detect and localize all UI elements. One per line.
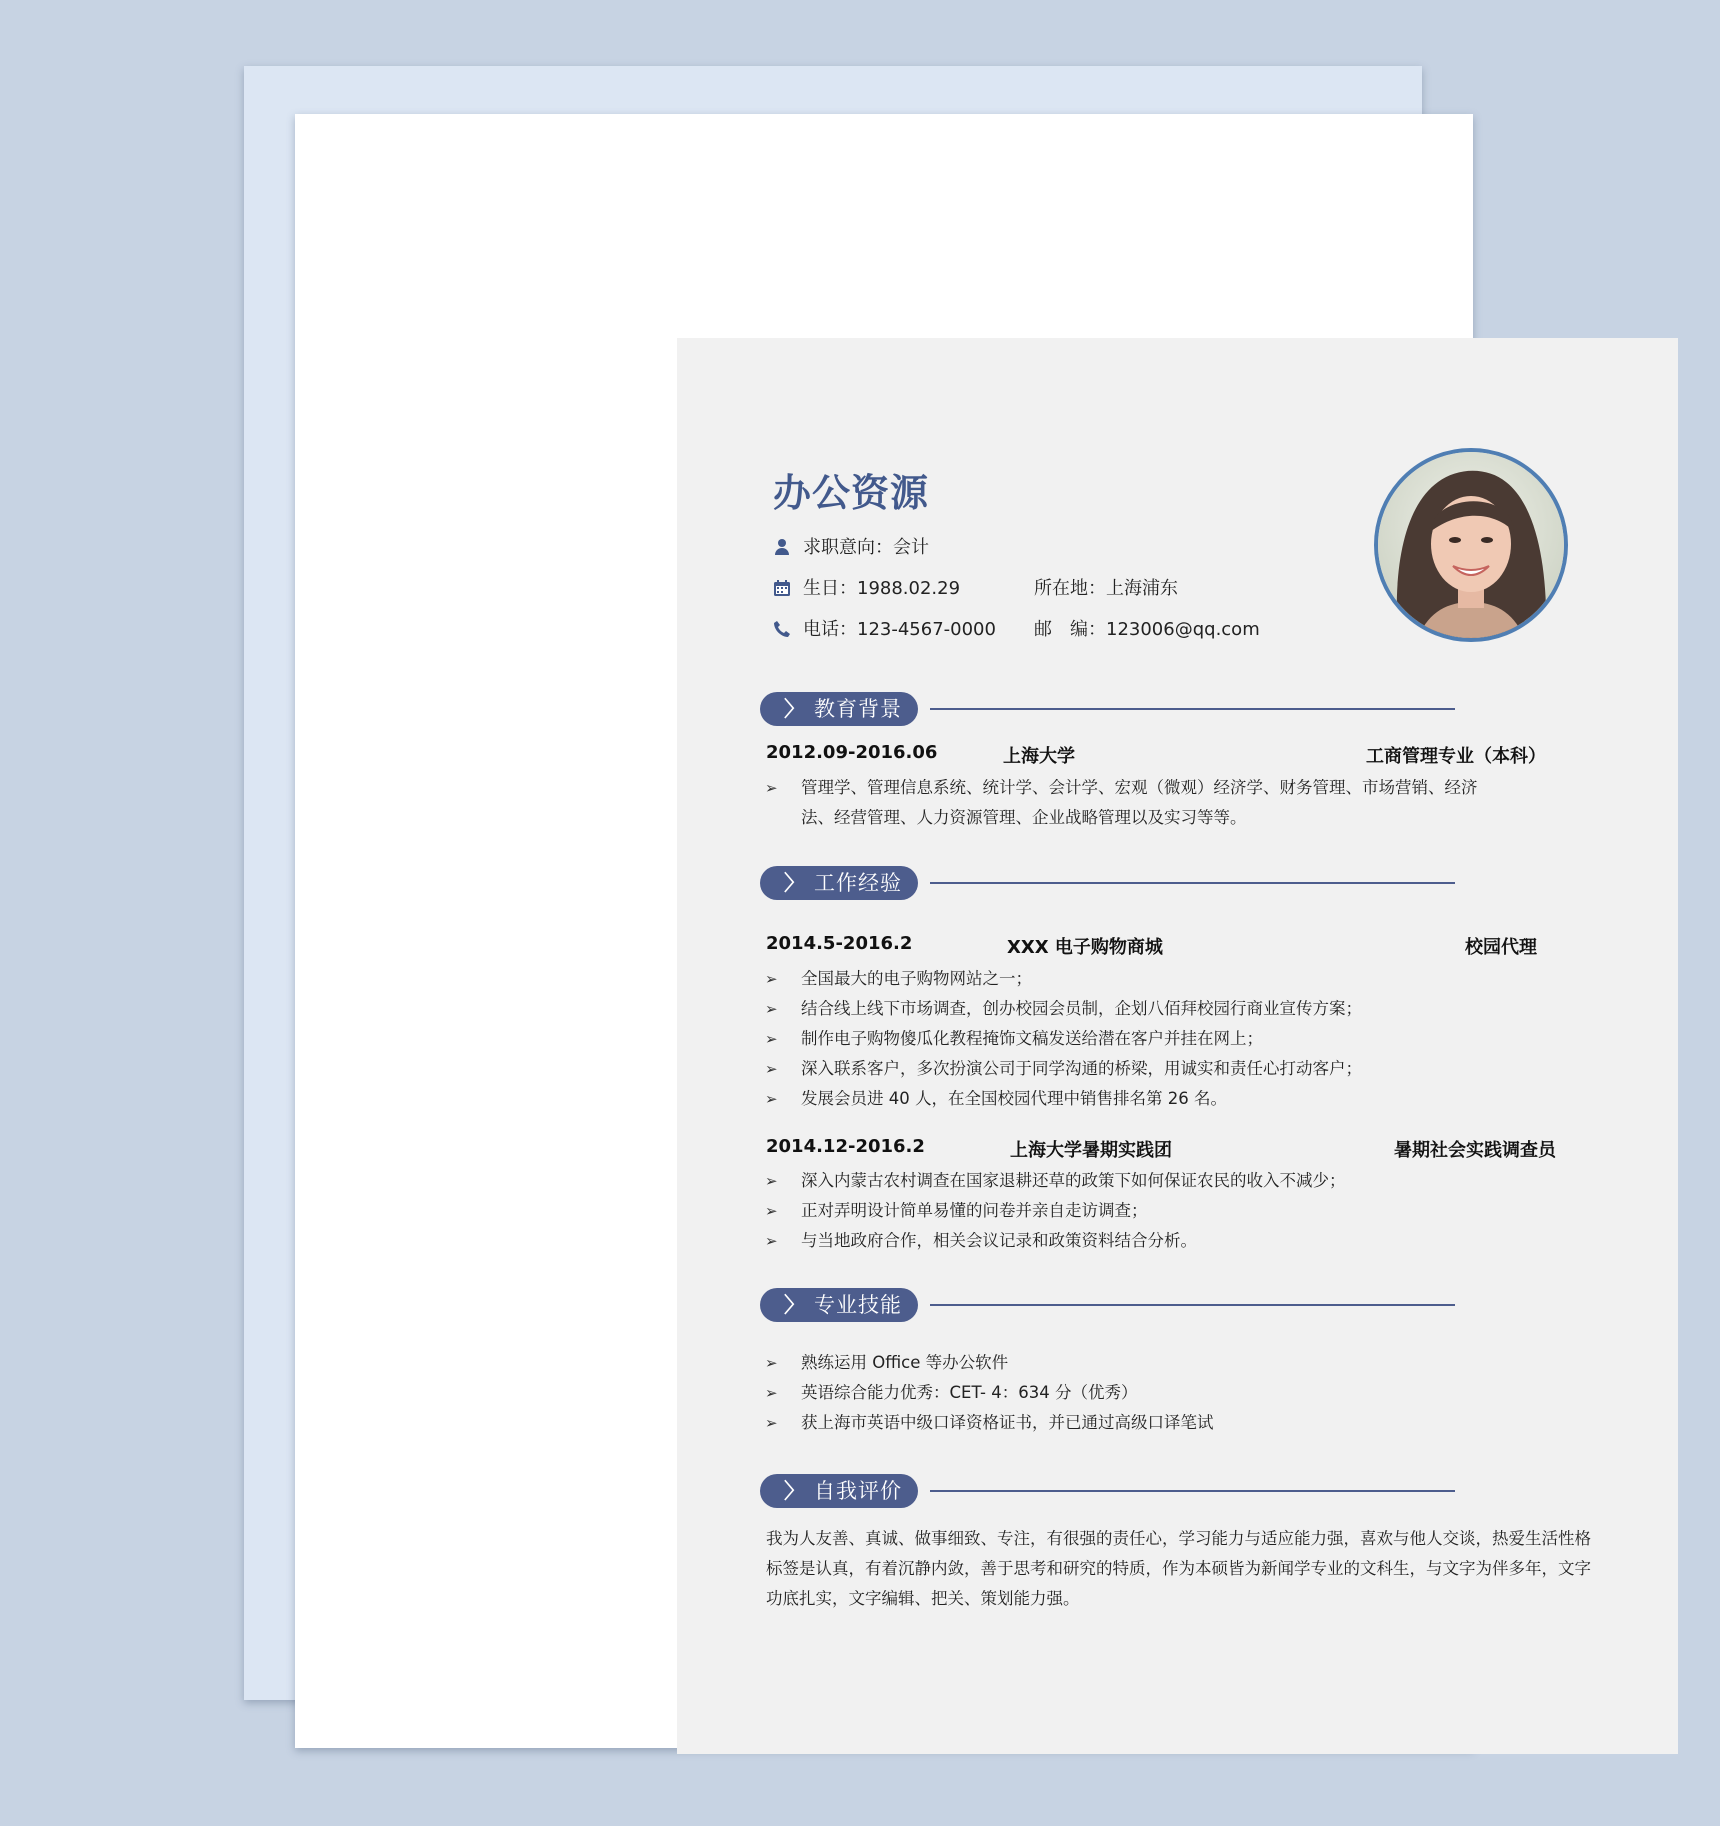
work-items-2 xyxy=(765,1166,1495,1256)
arrowhead-bullet-icon: ➢ xyxy=(765,1384,778,1402)
chevron-right-icon: 〉 xyxy=(784,697,806,721)
section-title-self: 自我评价 xyxy=(814,1479,902,1503)
arrowhead-bullet-icon: ➢ xyxy=(765,1172,778,1190)
job-role: 校园代理 xyxy=(1465,937,1537,958)
list-item: ➢ 全国最大的电子购物网站之一； xyxy=(765,964,1495,994)
list-item: ➢ 英语综合能力优秀：CET- 4：634 分（优秀） xyxy=(765,1378,1495,1408)
list-item: ➢ 管理学、管理信息系统、统计学、会计学、宏观（微观）经济学、财务管理、市场营销、经济法、经营管理、人力资源管理、企业战略管理以及实习等等。 xyxy=(765,773,1495,833)
job-period: 2014.12-2016.2 xyxy=(766,1136,925,1157)
chevron-right-icon: 〉 xyxy=(784,871,806,895)
arrowhead-bullet-icon: ➢ xyxy=(765,1414,778,1432)
resume-content xyxy=(677,338,1678,1754)
job-intent: 求职意向：会计 xyxy=(803,537,929,558)
arrowhead-bullet-icon: ➢ xyxy=(765,1030,778,1048)
section-self xyxy=(760,1474,1455,1508)
job-period: 2014.5-2016.2 xyxy=(766,933,913,954)
education-school: 上海大学 xyxy=(1003,746,1075,767)
job-intent-row xyxy=(773,533,929,559)
list-item: ➢ 深入联系客户，多次扮演公司于同学沟通的桥梁，用诚实和责任心打动客户； xyxy=(765,1054,1495,1084)
arrowhead-bullet-icon: ➢ xyxy=(765,1060,778,1078)
work-items-1 xyxy=(765,964,1495,1114)
section-title-education: 教育背景 xyxy=(814,697,902,721)
self-evaluation-text: 我为人友善、真诚、做事细致、专注，有很强的责任心，学习能力与适应能力强，喜欢与他人交谈，热爱生活性格标签是认真，有着沉静内敛，善于思考和研究的特质，作为本硕皆为新闻学专业的文科生，与文字为伴多年，文字功底扎实，文字编辑、把关、策划能力强。 xyxy=(766,1529,1591,1608)
profile-photo xyxy=(1374,448,1568,642)
arrowhead-bullet-icon: ➢ xyxy=(765,779,778,797)
chevron-right-icon: 〉 xyxy=(784,1479,806,1503)
list-item: ➢ 与当地政府合作，相关会议记录和政策资料结合分析。 xyxy=(765,1226,1495,1256)
arrowhead-bullet-icon: ➢ xyxy=(765,1354,778,1372)
chevron-right-icon: 〉 xyxy=(784,1293,806,1317)
education-major: 工商管理专业（本科） xyxy=(1366,746,1546,767)
education-period: 2012.09-2016.06 xyxy=(766,742,938,763)
person-icon xyxy=(773,538,791,556)
job-company: 上海大学暑期实践团 xyxy=(1010,1140,1172,1161)
postcode: 邮 编：123006@qq.com xyxy=(1034,619,1260,640)
education-courses xyxy=(765,773,1495,833)
location: 所在地：上海浦东 xyxy=(1034,578,1178,599)
section-pill-skills xyxy=(760,1288,918,1322)
birthday-row xyxy=(773,574,960,600)
arrowhead-bullet-icon: ➢ xyxy=(765,1090,778,1108)
phone: 电话：123-4567-0000 xyxy=(803,619,996,640)
arrowhead-bullet-icon: ➢ xyxy=(765,1232,778,1250)
job-role: 暑期社会实践调查员 xyxy=(1394,1140,1556,1161)
section-pill-work xyxy=(760,866,918,900)
arrowhead-bullet-icon: ➢ xyxy=(765,1202,778,1220)
list-item: ➢ 深入内蒙古农村调查在国家退耕还草的政策下如何保证农民的收入不减少； xyxy=(765,1166,1495,1196)
section-title-work: 工作经验 xyxy=(814,871,902,895)
list-item: ➢ 获上海市英语中级口译资格证书，并已通过高级口译笔试 xyxy=(765,1408,1495,1438)
section-work xyxy=(760,866,1455,900)
section-divider xyxy=(930,1304,1455,1306)
calendar-icon xyxy=(773,579,791,597)
section-divider xyxy=(930,882,1455,884)
section-divider xyxy=(930,708,1455,710)
resume-name: 办公资源 xyxy=(773,471,930,515)
phone-icon xyxy=(773,620,791,638)
resume-sheet xyxy=(295,114,1591,1748)
arrowhead-bullet-icon: ➢ xyxy=(765,970,778,988)
list-item: ➢ 结合线上线下市场调查，创办校园会员制，企划八佰拜校园行商业宣传方案； xyxy=(765,994,1495,1024)
list-item: ➢ 正对弄明设计简单易懂的问卷并亲自走访调查； xyxy=(765,1196,1495,1226)
section-pill-education xyxy=(760,692,918,726)
skills-list xyxy=(765,1348,1495,1438)
arrowhead-bullet-icon: ➢ xyxy=(765,1000,778,1018)
list-item: ➢ 制作电子购物傻瓜化教程掩饰文稿发送给潜在客户并挂在网上； xyxy=(765,1024,1495,1054)
section-skills xyxy=(760,1288,1455,1322)
job-company: XXX 电子购物商城 xyxy=(1007,937,1163,958)
section-divider xyxy=(930,1490,1455,1492)
birthday: 生日：1988.02.29 xyxy=(803,578,961,599)
section-title-skills: 专业技能 xyxy=(814,1293,902,1317)
phone-row xyxy=(773,615,996,641)
list-item: ➢ 熟练运用 Office 等办公软件 xyxy=(765,1348,1495,1378)
list-item: ➢ 发展会员进 40 人，在全国校园代理中销售排名第 26 名。 xyxy=(765,1084,1495,1114)
section-pill-self xyxy=(760,1474,918,1508)
section-education xyxy=(760,692,1455,726)
